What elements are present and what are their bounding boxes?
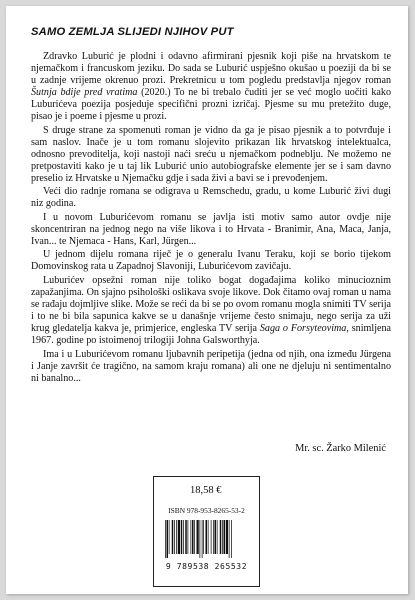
barcode-bar — [211, 520, 212, 554]
barcode-bar — [231, 520, 232, 558]
paragraph-4: I u novom Luburićevom romanu se javlja isti motiv samo autor ovdje nije skoncentriran na jednog nego na više likova i to Hrvata - Branimir, Ana, Maca, Janja, Ivan... te Njemaca - Hans, Karl, Jürgen... — [31, 211, 391, 247]
barcode-bar — [206, 520, 208, 554]
back-cover-page — [6, 6, 408, 594]
barcode-bar — [202, 520, 203, 558]
barcode-bar — [220, 520, 222, 554]
barcode-bar — [222, 520, 223, 554]
review-text — [31, 51, 391, 386]
book-title-italic: Šutnja bdije pred vratima — [31, 87, 138, 98]
barcode-bar — [169, 520, 170, 554]
paragraph-6: Luburićev opsežni roman nije toliko bogat događajima koliko minucioznim zapažanjima. On sjajno psihološki oslikava svoje likove. Dok čitamo ovaj roman u nama se rađaju dojmljive slike. Može se reći da bi se po ovom romanu mogla snimiti TV serija i to ne bi bila sapunica kakve se u današnje vrijeme često snimaju, nego serija za uži krug gledatelja kakva je, primjerice, engleska TV serija Saga o Forsyteovima, snimljena 1967. godine po istoimenoj trilogiji Johna Galsworthyja. — [31, 274, 391, 346]
barcode-bar — [194, 520, 195, 554]
author-signature: Mr. sc. Žarko Milenić — [295, 443, 386, 454]
paragraph-2: S druge strane za spomenuti roman je vidno da ga je pisao pjesnik a to potvrđuje i sam naslov. Inače je u tom romanu slojevito prikazan lik hrvatskog intelektualca, odnosno prevoditelja, koji nastoji naći sreću u njemačkom podneblju. Ne možemo ne pretpostaviti kako je u taj lik Luburić unio autobiografske elemente jer se i sam davno preselio iz Hrvatske u Njemačku gdje i sada živi a bavi se i prevođenjem. — [31, 124, 391, 184]
barcode-bar — [181, 520, 183, 554]
barcode-bar — [197, 520, 199, 554]
paragraph-3: Veći dio radnje romana se odigrava u Remschedu, gradu, u kome Luburić živi dugi niz godina. — [31, 186, 391, 210]
barcode-bar — [176, 520, 177, 554]
barcode-bar — [192, 520, 194, 554]
barcode-bar — [167, 520, 169, 558]
barcode-bar — [208, 520, 209, 554]
barcode-bar — [203, 520, 204, 554]
barcode-bar — [183, 520, 184, 554]
paragraph-7: Ima i u Luburićevom romanu ljubavnih peripetija (jedna od njih, ona između Jürgena i Janje završit će tragično, na samom kraju romana) ali one ne djeluju ni sentimentalno ni banalno... — [31, 348, 391, 384]
page-title: SAMO ZEMLJA SLIJEDI NJIHOV PUT — [31, 26, 234, 38]
barcode-bar — [213, 520, 214, 554]
barcode-bar — [226, 520, 228, 554]
barcode-bar — [178, 520, 180, 554]
barcode-bar — [188, 520, 189, 554]
barcode-digits: 9 789538 265532 — [165, 562, 248, 571]
barcode-bar — [185, 520, 187, 554]
isbn-label: ISBN 978-953-8265-53-2 — [168, 506, 245, 515]
tv-series-title-italic: Saga o Forsyteovima — [259, 322, 347, 334]
barcode-bar — [174, 520, 175, 554]
paragraph-5: U jednom dijelu romana riječ je o generalu Ivanu Teraku, koji se borio tijekom Domovinskog rata u Zapadnoj Slavoniji, Luburićevom zavičaju. — [31, 249, 391, 273]
barcode-bar — [229, 520, 230, 558]
barcode-bar — [200, 520, 201, 558]
barcode-bar — [165, 520, 166, 558]
barcode-bar — [191, 520, 192, 554]
barcode-bar — [172, 520, 174, 554]
barcode-bar — [217, 520, 218, 554]
barcode-bar — [224, 520, 226, 554]
price-isbn-box — [153, 476, 260, 587]
barcode-bar — [215, 520, 217, 554]
price-label: 18,58 € — [190, 485, 222, 496]
barcode-image — [164, 520, 249, 558]
paragraph-1: Zdravko Luburić je plodni i odavno afirmirani pjesnik koji piše na hrvatskom te njemačkom i francuskom jeziku. Do sada se Luburić uspješno okušao u poeziji da bi se u zadnje vrijeme okrenuo prozi. Prekretnicu u tom pogledu predstavlja njegov roman Šutnja bdije pred vratima (2020.) To ne bi trebalo čuditi jer se već moglo uočiti kako Luburićeva poezija posjeduje specifični prozni izričaj. Pjesme su mu pretežito duge, pisao je i poeme i pjesme u prozi. — [31, 51, 391, 122]
